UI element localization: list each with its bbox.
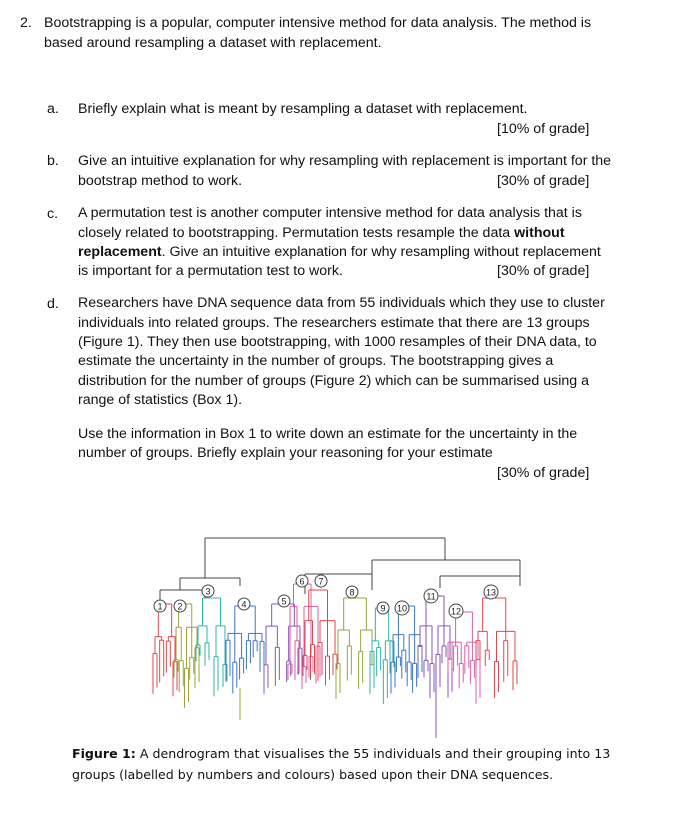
question-intro-line1: Bootstrapping is a popular, computer intensive method for data analysis. The method is bbox=[44, 15, 592, 31]
part-c-line4: is important for a permutation test to work. bbox=[78, 263, 343, 279]
part-b-label: b. bbox=[47, 153, 59, 169]
part-c-grade: [30% of grade] bbox=[497, 263, 590, 279]
part-c-label: c. bbox=[47, 206, 59, 222]
part-a-grade: [10% of grade] bbox=[497, 121, 590, 137]
group-label-5: 5 bbox=[281, 596, 287, 607]
part-c-bold-replacement: replacement bbox=[78, 244, 162, 260]
part-a-text: Briefly explain what is meant by resampling a dataset with replacement. bbox=[78, 101, 528, 117]
part-d-grade: [30% of grade] bbox=[497, 465, 590, 481]
group-label-6: 6 bbox=[299, 576, 305, 587]
group-label-9: 9 bbox=[380, 603, 386, 614]
figure-caption-line2: groups (labelled by numbers and colours) based upon their DNA sequences. bbox=[72, 767, 554, 782]
question-intro-line2: based around resampling a dataset with replacement. bbox=[44, 35, 382, 51]
question-number: 2. bbox=[20, 15, 32, 31]
part-d-question-line1: Use the information in Box 1 to write down an estimate for the uncertainty in the bbox=[78, 426, 578, 442]
part-d-question-line2: number of groups. Briefly explain your reasoning for your estimate bbox=[78, 445, 493, 461]
group-label-10: 10 bbox=[396, 603, 408, 614]
group-label-12: 12 bbox=[450, 606, 462, 617]
group-label-7: 7 bbox=[318, 576, 324, 587]
part-d-line4: estimate the uncertainty in the number of groups. The bootstrapping gives a bbox=[78, 353, 554, 369]
group-label-3: 3 bbox=[205, 586, 211, 597]
dendrogram-group-labels bbox=[154, 575, 498, 618]
group-label-13: 13 bbox=[485, 587, 497, 598]
part-c-line3-text: . Give an intuitive explanation for why resampling without replacement bbox=[161, 244, 601, 260]
figure-caption-line1 bbox=[72, 744, 612, 764]
part-c-bold-without: without bbox=[514, 225, 565, 241]
part-d-line1: Researchers have DNA sequence data from 55 individuals which they use to cluster bbox=[78, 295, 605, 311]
figure-caption-label: Figure 1: bbox=[72, 746, 136, 761]
figure-caption-text: A dendrogram that visualises the 55 individuals and their grouping into 13 bbox=[135, 746, 611, 761]
part-d-line6: range of statistics (Box 1). bbox=[78, 392, 243, 408]
part-c-line1: A permutation test is another computer intensive method for data analysis that is bbox=[78, 205, 582, 221]
group-label-8: 8 bbox=[349, 587, 355, 598]
group-label-11: 11 bbox=[426, 591, 436, 602]
group-label-1: 1 bbox=[157, 601, 163, 612]
group-label-2: 2 bbox=[177, 601, 183, 612]
part-d-line2: individuals into related groups. The researchers estimate that there are 13 groups bbox=[78, 315, 590, 331]
part-b-grade: [30% of grade] bbox=[497, 173, 590, 189]
part-a-label: a. bbox=[47, 101, 59, 117]
group-label-4: 4 bbox=[241, 599, 247, 610]
part-b-line1: Give an intuitive explanation for why resampling with replacement is important for the bbox=[78, 153, 612, 169]
part-d-label: d. bbox=[47, 296, 59, 312]
part-c-line2-text: closely related to bootstrapping. Permutation tests resample the data bbox=[78, 225, 511, 241]
dendrogram-tree bbox=[153, 538, 520, 738]
part-d-line3: (Figure 1). They then use bootstrapping, with 1000 resamples of their DNA data, to bbox=[78, 334, 597, 350]
part-b-line2: bootstrap method to work. bbox=[78, 173, 243, 189]
part-d-line5: distribution for the number of groups (Figure 2) which can be summarised using a bbox=[78, 373, 589, 389]
